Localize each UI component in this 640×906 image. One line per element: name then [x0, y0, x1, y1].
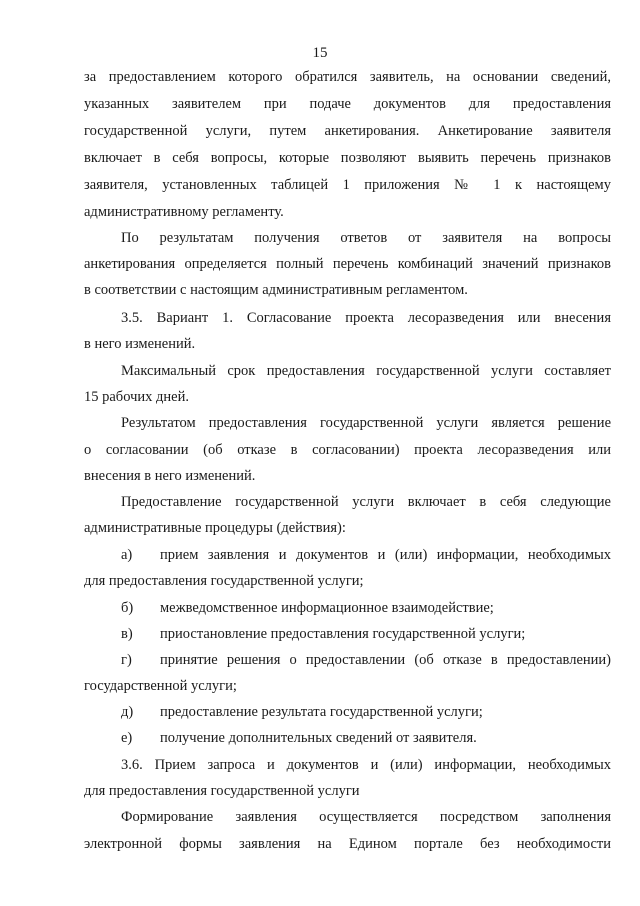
- text-line: Максимальный срок предоставления государственной услуги составляет: [121, 363, 611, 379]
- text-line: Предоставление государственной услуги включает в себя следующие: [121, 494, 611, 510]
- text-line: для предоставления государственной услуги;: [84, 573, 364, 589]
- list-item-text: приостановление предоставления государственной услуги;: [160, 626, 526, 642]
- list-item-text: принятие решения о предоставлении (об отказе в предоставлении): [160, 652, 611, 668]
- text-line: По результатам получения ответов от заявителя на вопросы: [121, 230, 611, 246]
- page-number: 15: [312, 45, 328, 61]
- list-item-marker: е): [121, 730, 133, 746]
- list-item-text: получение дополнительных сведений от заявителя.: [160, 730, 477, 746]
- text-line: в соответствии с настоящим административным регламентом.: [84, 282, 468, 298]
- section-heading: в него изменений.: [84, 336, 196, 352]
- text-line: включает в себя вопросы, которые позволяют выявить перечень признаков: [84, 150, 611, 166]
- text-line: государственной услуги;: [84, 678, 237, 694]
- list-item-text: межведомственное информационное взаимодействие;: [160, 600, 494, 616]
- section-heading: 3.6. Прием запроса и документов и (или) информации, необходимых: [121, 757, 611, 773]
- section-heading: 3.5. Вариант 1. Согласование проекта лесоразведения или внесения: [121, 310, 611, 326]
- text-line: 15 рабочих дней.: [84, 389, 189, 405]
- text-line: Формирование заявления осуществляется посредством заполнения: [121, 809, 611, 825]
- text-line: о согласовании (об отказе в согласовании) проекта лесоразведения или: [84, 442, 611, 458]
- text-line: заявителя, установленных таблицей 1 приложения № 1 к настоящему: [84, 177, 611, 193]
- section-heading: для предоставления государственной услуги: [84, 783, 360, 799]
- text-line: электронной формы заявления на Едином портале без необходимости: [84, 836, 611, 852]
- text-line: административному регламенту.: [84, 204, 284, 220]
- text-line: анкетирования определяется полный перечень комбинаций значений признаков: [84, 256, 611, 272]
- text-line: административные процедуры (действия):: [84, 520, 346, 536]
- list-item-marker: б): [121, 600, 134, 616]
- list-item-marker: д): [121, 704, 134, 720]
- list-item-text: прием заявления и документов и (или) информации, необходимых: [160, 547, 611, 563]
- text-line: за предоставлением которого обратился заявитель, на основании сведений,: [84, 69, 611, 85]
- list-item-marker: а): [121, 547, 133, 563]
- text-line: Результатом предоставления государственной услуги является решение: [121, 415, 611, 431]
- list-item-marker: в): [121, 626, 133, 642]
- list-item-marker: г): [121, 652, 132, 668]
- list-item-text: предоставление результата государственной услуги;: [160, 704, 483, 720]
- text-line: государственной услуги, путем анкетирования. Анкетирование заявителя: [84, 123, 611, 139]
- text-line: внесения в него изменений.: [84, 468, 256, 484]
- text-line: указанных заявителем при подаче документов для предоставления: [84, 96, 611, 112]
